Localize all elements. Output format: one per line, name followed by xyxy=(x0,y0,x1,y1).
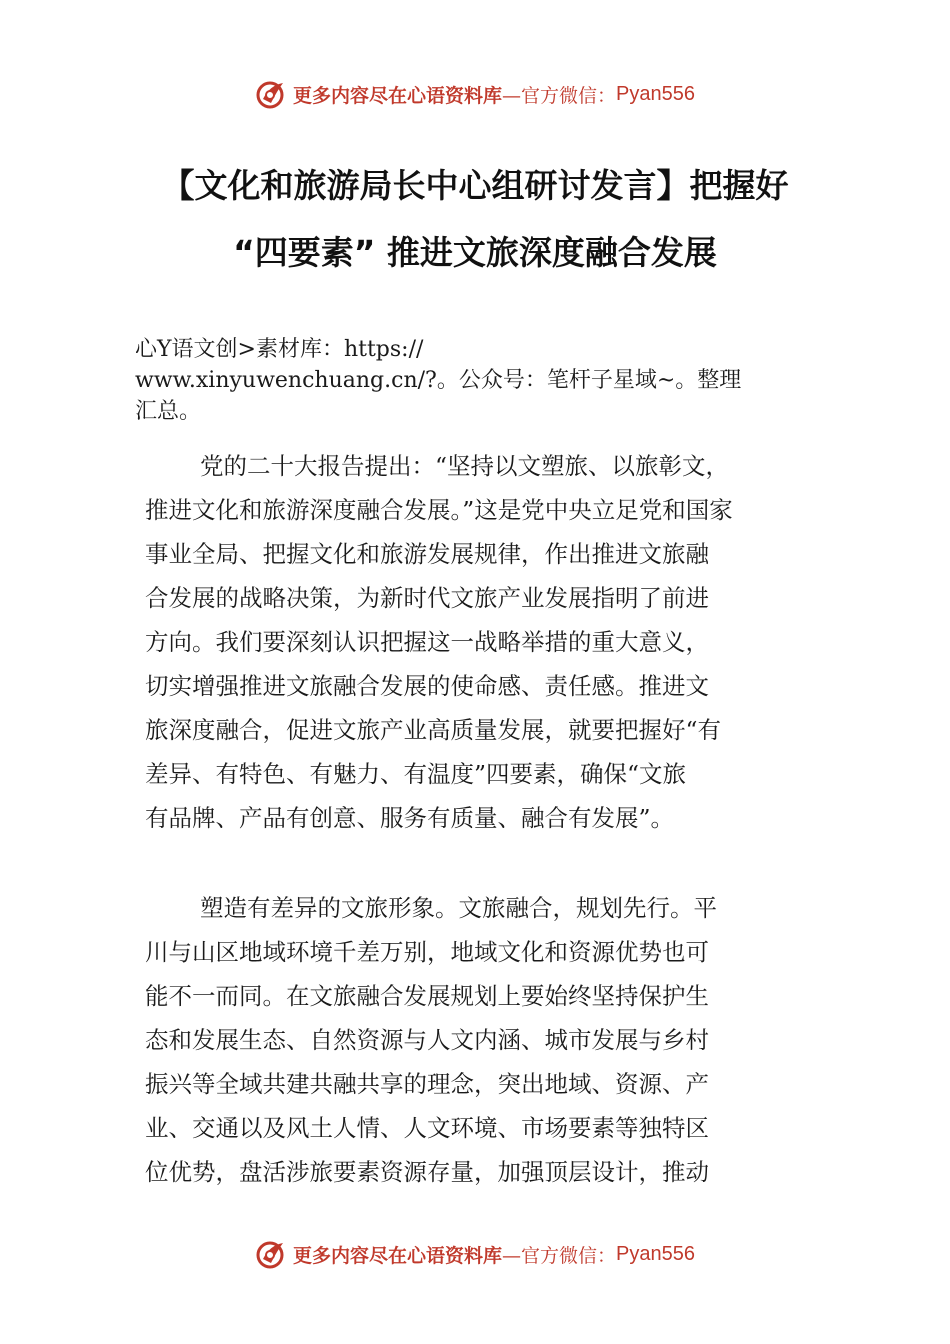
banner-text: 更多内容尽在心语资料库 xyxy=(293,84,503,107)
document-title-line-1: 【文化和旅游局长中心组研讨发言】把握好 xyxy=(161,166,789,205)
paragraph-line: 态和发展生态、自然资源与人文内涵、城市发展与乡村 xyxy=(145,1026,709,1054)
paragraph-line: 切实增强推进文旅融合发展的使命感、责任感。推进文 xyxy=(145,672,709,700)
paragraph-line: 振兴等全域共建共融共享的理念，突出地域、资源、产 xyxy=(145,1070,709,1098)
header-banner xyxy=(0,72,950,116)
paragraph-line: 差异、有特色、有魅力、有温度”四要素，确保“文旅 xyxy=(145,760,687,788)
paragraph-line: 党的二十大报告提出：“坚持以文塑旅、以旅彰文， xyxy=(200,452,730,480)
paragraph-line: 合发展的战略决策，为新时代文旅产业发展指明了前进 xyxy=(145,584,709,612)
source-line: www.xinyuwenchuang.cn/?。公众号：笔杆子星域~。整理 xyxy=(135,368,742,393)
source-note xyxy=(135,334,825,427)
banner-contact-label: —官方微信： xyxy=(502,1244,617,1267)
banner-contact-label: —官方微信： xyxy=(502,84,617,107)
brand-logo-icon xyxy=(255,1237,289,1271)
paragraph-line: 方向。我们要深刻认识把握这一战略举措的重大意义， xyxy=(145,628,709,656)
source-line: 汇总。 xyxy=(135,399,202,424)
source-line: 心Y语文创>素材库：https:// xyxy=(135,337,424,362)
paragraph-line: 位优势，盘活涉旅要素资源存量，加强顶层设计，推动 xyxy=(145,1158,709,1186)
brand-logo-icon xyxy=(255,77,289,111)
paragraph-line: 旅深度融合，促进文旅产业高质量发展，就要把握好“有 xyxy=(145,716,722,744)
footer-banner xyxy=(0,1232,950,1276)
paragraph-line: 有品牌、产品有创意、服务有质量、融合有发展”。 xyxy=(145,804,675,832)
body-paragraph-1 xyxy=(145,444,825,840)
document-title-line-2: “四要素” 推进文旅深度融合发展 xyxy=(233,233,717,272)
paragraph-line: 川与山区地域环境千差万别，地域文化和资源优势也可 xyxy=(145,938,709,966)
body-paragraph-2 xyxy=(145,886,825,1194)
banner-text: 更多内容尽在心语资料库 xyxy=(293,1244,503,1267)
banner-wechat-id: Pyan556 xyxy=(616,1242,695,1265)
paragraph-line: 塑造有差异的文旅形象。文旅融合，规划先行。平 xyxy=(200,894,717,922)
paragraph-line: 事业全局、把握文化和旅游发展规律，作出推进文旅融 xyxy=(145,540,709,568)
paragraph-line: 能不一而同。在文旅融合发展规划上要始终坚持保护生 xyxy=(145,982,709,1010)
banner-wechat-id: Pyan556 xyxy=(616,82,695,105)
paragraph-line: 推进文化和旅游深度融合发展。”这是党中央立足党和国家 xyxy=(145,496,733,524)
paragraph-line: 业、交通以及风土人情、人文环境、市场要素等独特区 xyxy=(145,1114,709,1142)
